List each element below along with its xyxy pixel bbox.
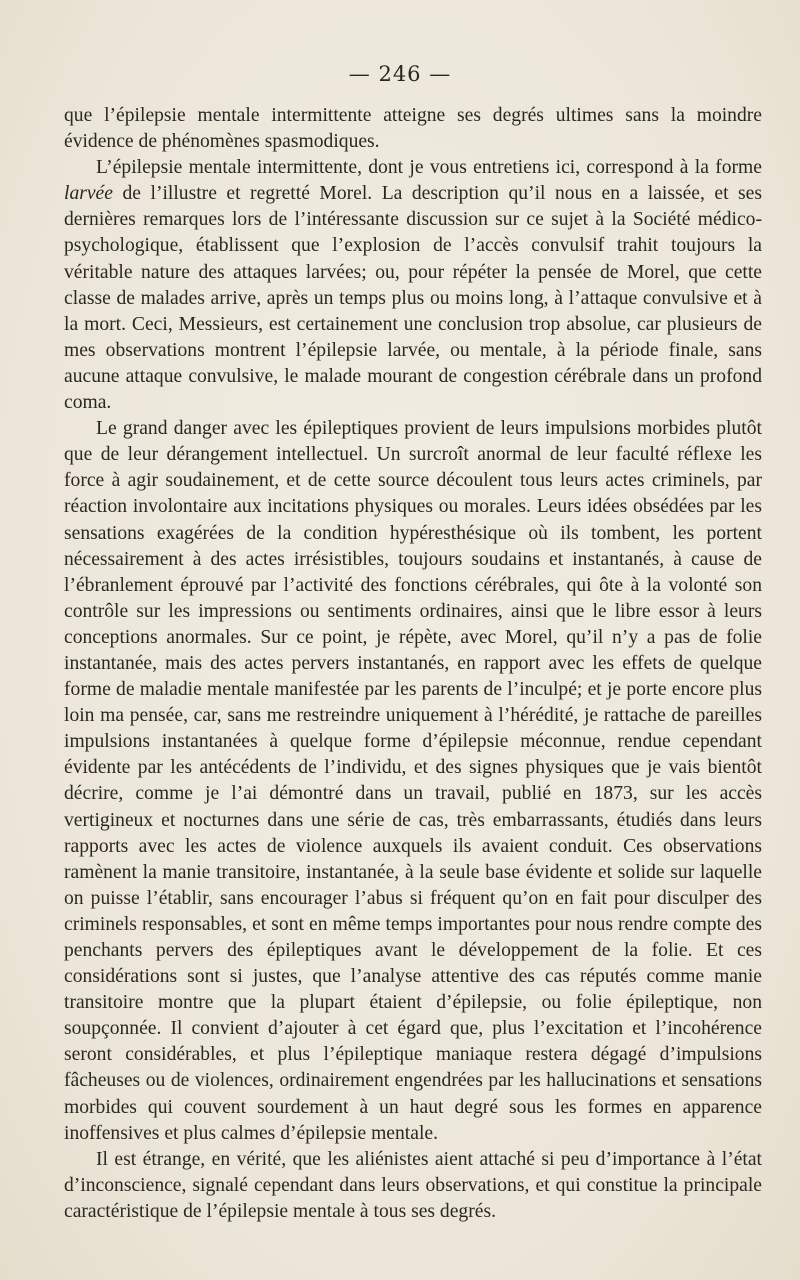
paragraph-text: de l’illustre et regretté Morel. La description qu’il nous en a laissée, et ses dernières remarques lors de l’intéressante discussion sur ce sujet à la Société médico-psychologique, établissent que l’explosion de l’accès convulsif trahit toujours la véritable nature des attaques larvées; ou, pour répéter la pensée de Morel, que cette classe de malades arrive, après un temps plus ou moins long, à l’attaque convulsive et à la mort. Ceci, Messieurs, est certainement une conclusion trop absolue, car plusieurs de mes observations montrent l’épilepsie larvée, ou mentale, à la période finale, sans aucune attaque convulsive, le malade mourant de congestion cérébrale dans un profond coma. <box>64 183 762 414</box>
body-text <box>64 103 762 1225</box>
page-number: — 246 — <box>348 62 452 86</box>
paragraph-text: Le grand danger avec les épileptiques provient de leurs impulsions morbides plutôt que de leur dérangement intellectuel. Un surcroît anormal de leur faculté réflexe les force à agir soudainement, et de cette source découlent tous leurs actes criminels, par réaction involontaire aux incitations physiques ou morales. Leurs idées obsédées par les sensations exagérées de la condition hypéresthésique où ils tombent, les portent nécessairement à des actes irrésistibles, toujours soudains et instantanés, à cause de l’ébranlement éprouvé par l’activité des fonctions cérébrales, qui ôte à la volonté son contrôle sur les impressions ou sentiments ordinaires, ainsi que le libre essor à leurs conceptions anormales. Sur ce point, je répète, avec Morel, qu’il n’y a pas de folie instantanée, mais des actes pervers instantanés, en rapport avec les effets de quelque forme de maladie mentale manifestée par les parents de l’inculpé; et je porte encore plus loin ma pensée, car, sans me restreindre uniquement à l’hérédité, je rattache de pareilles impulsions instantanées à quelque forme d’épilepsie méconnue, rendue cependant évidente par les antécédents de l’individu, et des signes physiques que je vais bientôt décrire, comme je l’ai démontré dans un travail, publié en 1873, sur les accès vertigineux et nocturnes dans une série de cas, très embarrassants, étudiés dans leurs rapports avec les actes de violence auxquels ils avaient conduit. Ces observations ramènent la manie transitoire, instantanée, à la seule base évidente et solide sur laquelle on puisse l’établir, sans encourager l’abus si fréquent qu’on en fait pour disculper des criminels responsables, et sont en même temps importantes pour nous rendre compte des penchants pervers des épileptiques avant le développement de la folie. Et ces considérations sont si justes, que l’analyse attentive des cas réputés comme manie transitoire montre que la plupart étaient d’épilepsie, ou folie épileptique, non soupçonnée. Il convient d’ajouter à cet égard que, plus l’excitation et l’incohérence seront considérables, et plus l’épileptique maniaque restera dégagé d’impulsions fâcheuses ou de violences, ordinairement engendrées par les hallucinations et sensations morbides qui couvent sourdement à un haut degré sous les formes en apparence inoffensives et plus calmes d’épilepsie mentale. <box>64 418 762 1144</box>
paragraph-4 <box>64 1147 762 1225</box>
paragraph-text: que l’épilepsie mentale intermittente atteigne ses degrés ultimes sans la moindre évidence de phénomènes spasmodiques. <box>64 105 762 153</box>
italic-term-larvee: larvée <box>64 183 113 205</box>
paragraph-text: Il est étrange, en vérité, que les aliénistes aient attaché si peu d’importance à l’état d’inconscience, signalé cependant dans leurs observations, et qui constitue la principale caractéristique de l’épilepsie mentale à tous ses degrés. <box>64 1148 762 1222</box>
paragraph-2 <box>64 155 762 416</box>
paragraph-3 <box>64 416 762 1147</box>
paragraph-text: L’épilepsie mentale intermittente, dont je vous entretiens ici, correspond à la forme <box>96 157 762 179</box>
paragraph-1 <box>64 103 762 155</box>
